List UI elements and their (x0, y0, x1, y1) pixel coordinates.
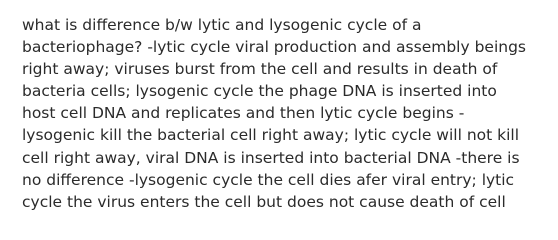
question-line: cycle the virus enters the cell but does not cause death of cell (22, 192, 506, 211)
question-line: right away; viruses burst from the cell and results in death of (22, 60, 498, 79)
question-line: cell right away, viral DNA is inserted into bacterial DNA -there is (22, 148, 520, 167)
question-line: bacteriophage? -lytic cycle viral production and assembly beings (22, 38, 526, 57)
question-line: no difference -lysogenic cycle the cell dies afer viral entry; lytic (22, 170, 515, 189)
question-line: lysogenic kill the bacterial cell right away; lytic cycle will not kill (22, 126, 520, 145)
question-line: bacteria cells; lysogenic cycle the phage DNA is inserted into (22, 82, 497, 101)
question-text (22, 14, 546, 213)
question-line: host cell DNA and replicates and then lytic cycle begins - (22, 104, 465, 123)
question-line: what is difference b/w lytic and lysogenic cycle of a (22, 16, 422, 34)
